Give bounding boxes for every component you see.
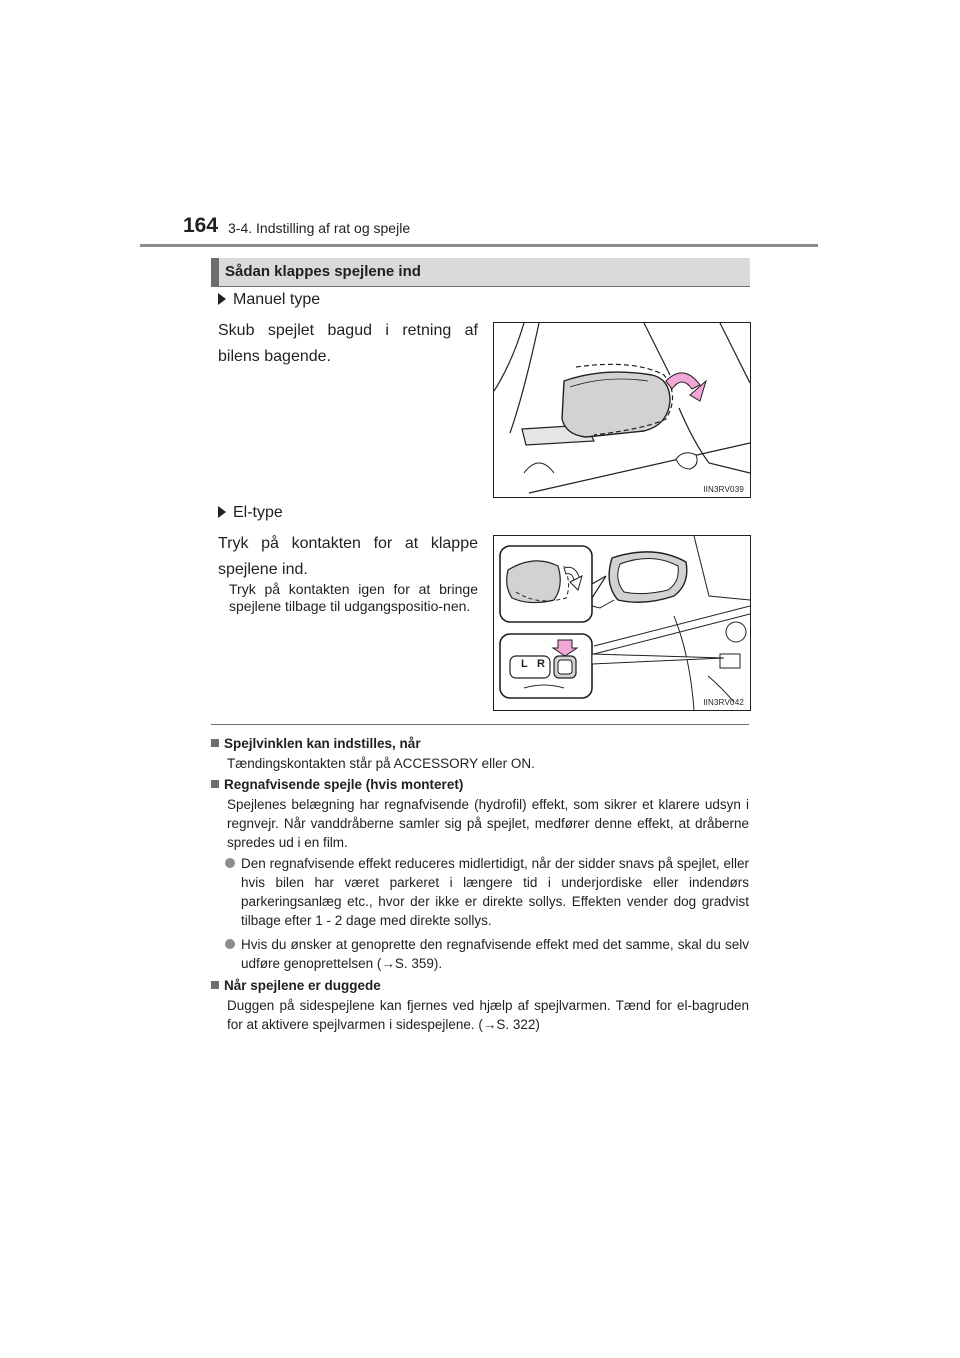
manual-mirror-illustration — [494, 323, 750, 497]
electric-type-label: El-type — [233, 504, 283, 521]
manual-mirror-figure — [493, 322, 751, 498]
info-rain-bullet-1 — [211, 854, 749, 930]
square-bullet-icon — [211, 780, 219, 788]
electric-figure-code: IIN3RV042 — [703, 698, 744, 707]
manual-instruction: Skub spejlet bagud i retning af bilens bagende. — [218, 322, 478, 365]
info-angle-heading: Spejlvinklen kan indstilles, når — [211, 734, 749, 753]
info-angle — [211, 734, 749, 773]
manual-type-label: Manuel type — [233, 291, 321, 308]
square-bullet-icon — [211, 981, 219, 989]
info-rain — [211, 775, 749, 852]
electric-instruction: Tryk på kontakten for at klappe spejlene ind. — [218, 535, 478, 578]
page-number: 164 — [183, 214, 219, 237]
section-title: Sådan klappes spejlene ind — [225, 263, 421, 280]
circle-bullet-icon — [225, 939, 235, 949]
triangle-bullet-icon — [218, 293, 226, 305]
section-banner — [211, 258, 750, 286]
info-fog — [211, 976, 749, 1034]
header-divider — [140, 244, 818, 247]
electric-type-heading — [218, 504, 283, 522]
manual-type-heading — [218, 291, 320, 309]
section-underline — [211, 286, 750, 287]
switch-left-label: L — [521, 658, 528, 670]
info-rain-bullet-2-text: Hvis du ønsker at genoprette den regnafvisende effekt med det samme, skal du selv udføre genoprettelsen (→S. 359). — [241, 937, 749, 971]
electric-mirror-figure — [493, 535, 751, 711]
section-banner-bar — [211, 258, 219, 286]
electric-mirror-illustration — [494, 536, 750, 710]
info-angle-body: Tændingskontakten står på ACCESSORY eller ON. — [227, 756, 535, 771]
info-fog-heading: Når spejlene er duggede — [211, 976, 749, 995]
switch-right-label: R — [537, 658, 545, 670]
circle-bullet-icon — [225, 858, 235, 868]
info-rain-bullet-2 — [211, 935, 749, 973]
section-divider — [211, 724, 749, 725]
chapter-title: 3-4. Indstilling af rat og spejle — [228, 220, 411, 236]
manual-figure-code: IIN3RV039 — [703, 485, 744, 494]
info-rain-body: Spejlenes belægning har regnafvisende (hydrofil) effekt, som sikrer et klarere udsyn i regnvejr. Når vanddråberne samler sig på spejlet, medfører denne effekt, at dråberne spredes ud i en film. — [227, 797, 749, 850]
info-rain-bullet-1-text: Den regnafvisende effekt reduceres midlertidigt, når der sidder snavs på spejlet, eller hvis bilen har været parkeret i længere tid i underjordiske eller indendørs parkeringsanlæg etc., hvor der ikke er direkte sollys. Effekten vender dog gradvist tilbage efter 1 - 2 dage med direkte sollys. — [241, 856, 749, 928]
info-fog-body: Duggen på sidespejlene kan fjernes ved hjælp af spejlvarmen. Tænd for el-bagruden for at aktivere spejlvarmen i sidespejlene. (→S. 322) — [227, 998, 749, 1032]
triangle-bullet-icon — [218, 506, 226, 518]
info-rain-heading: Regnafvisende spejle (hvis monteret) — [211, 775, 749, 794]
electric-note: Tryk på kontakten igen for at bringe spejlene tilbage til udgangspositio-nen. — [229, 581, 478, 614]
square-bullet-icon — [211, 739, 219, 747]
